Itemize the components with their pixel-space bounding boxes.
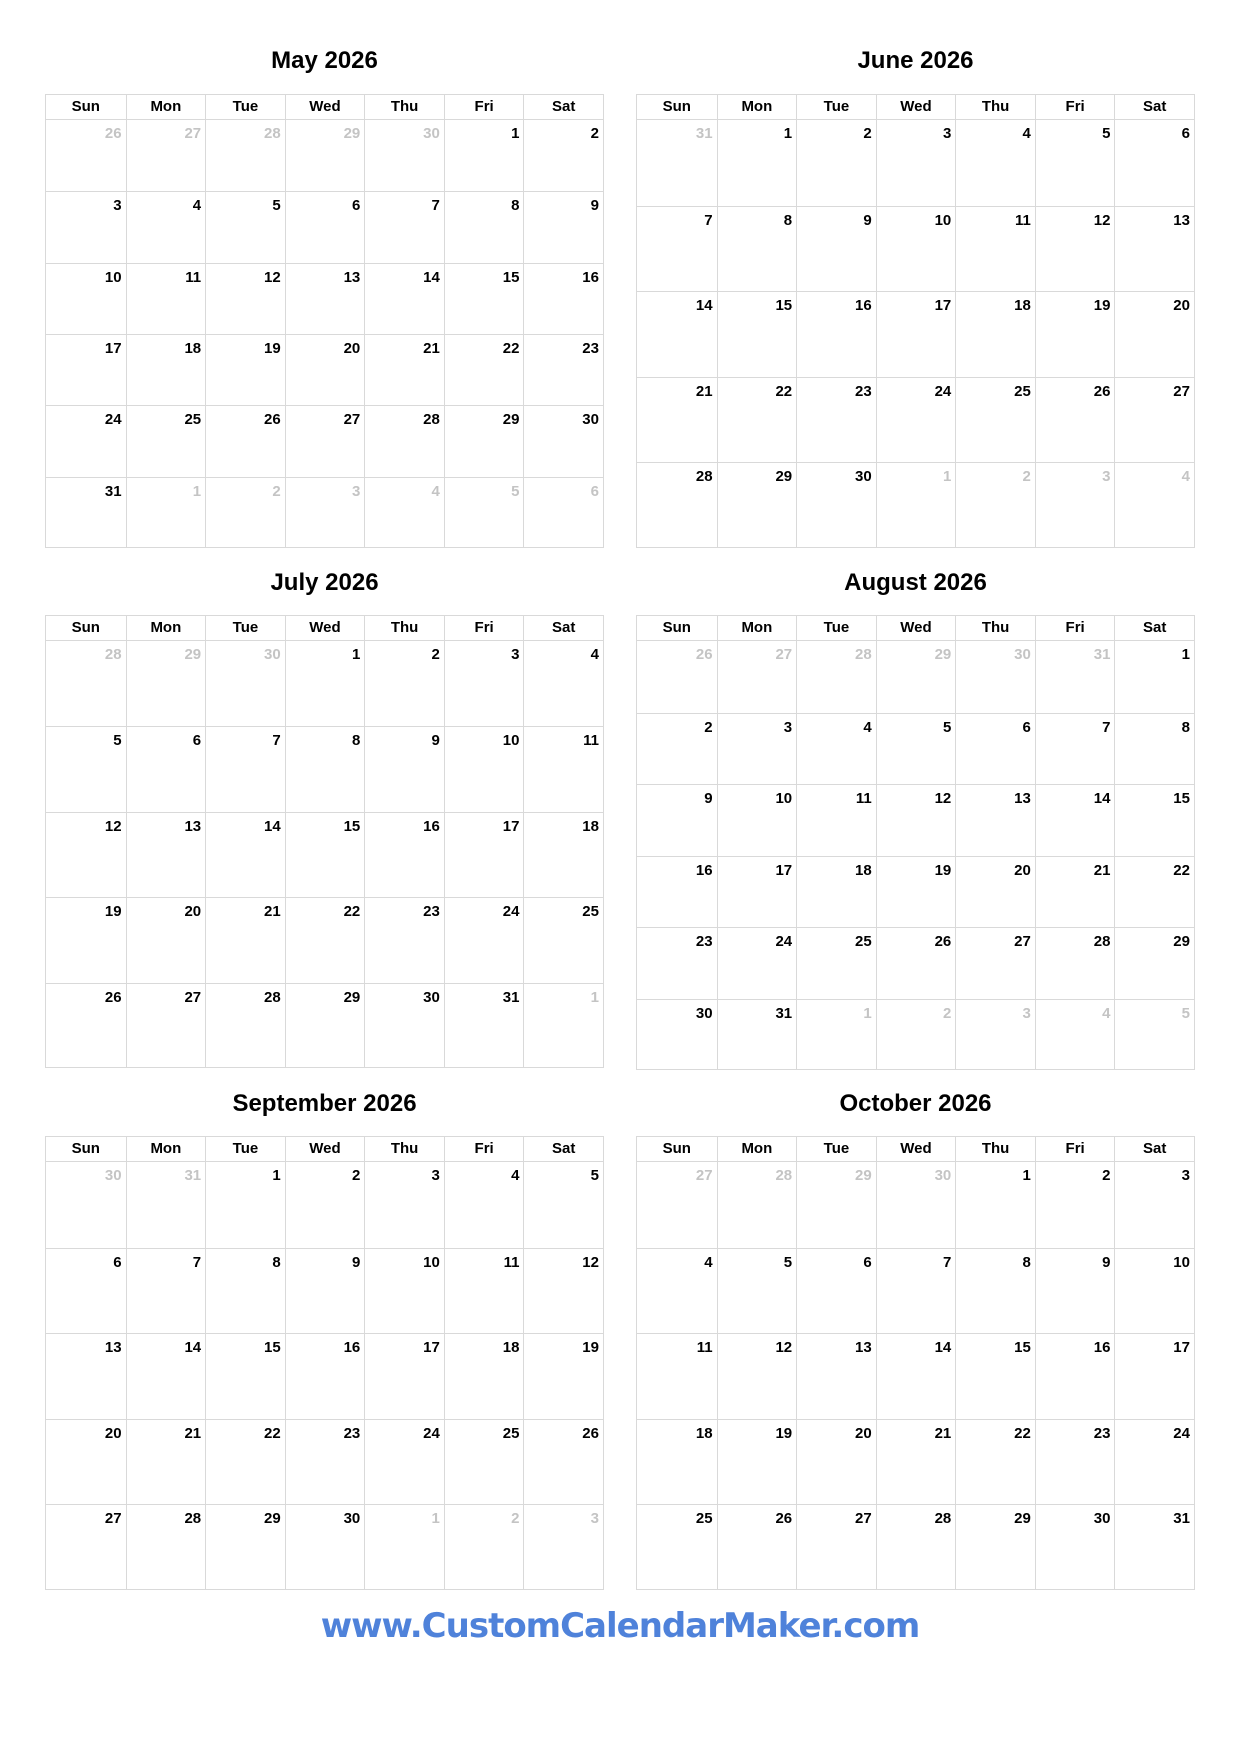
day-cell: 22 bbox=[205, 1419, 285, 1505]
weekday-header: Sat bbox=[1114, 1137, 1194, 1161]
day-cell: 20 bbox=[796, 1419, 876, 1505]
day-cell: 30 bbox=[364, 983, 444, 1068]
day-cell: 25 bbox=[955, 377, 1035, 463]
day-cell: 23 bbox=[285, 1419, 365, 1505]
weekday-header: Wed bbox=[285, 95, 365, 119]
day-cell: 2 bbox=[637, 713, 717, 785]
weekday-header: Wed bbox=[876, 95, 956, 119]
day-cell: 13 bbox=[796, 1333, 876, 1419]
day-cell: 29 bbox=[285, 983, 365, 1068]
month-grid bbox=[45, 94, 604, 548]
day-cell: 1 bbox=[1114, 641, 1194, 713]
month-grid bbox=[45, 615, 604, 1068]
day-cell-other-month: 2 bbox=[876, 999, 956, 1071]
day-cell: 16 bbox=[796, 291, 876, 377]
day-cell: 1 bbox=[717, 120, 797, 206]
weekday-header: Sat bbox=[523, 95, 603, 119]
day-cell-other-month: 3 bbox=[955, 999, 1035, 1071]
month-grid bbox=[636, 1136, 1195, 1590]
day-cell: 12 bbox=[876, 784, 956, 856]
day-cell-other-month: 30 bbox=[205, 641, 285, 726]
day-cell: 25 bbox=[126, 405, 206, 476]
day-cell: 19 bbox=[717, 1419, 797, 1505]
day-cell-other-month: 31 bbox=[695, 125, 713, 142]
day-cell: 30 bbox=[1035, 1504, 1115, 1590]
day-cell-other-month: 29 bbox=[876, 641, 956, 713]
day-cell: 2 bbox=[1035, 1162, 1115, 1248]
day-cell: 25 bbox=[444, 1419, 524, 1505]
day-cell: 5 bbox=[523, 1162, 603, 1248]
day-cell: 23 bbox=[523, 334, 603, 405]
day-cell: 2 bbox=[364, 641, 444, 726]
day-cell: 24 bbox=[46, 405, 126, 476]
day-grid bbox=[637, 641, 1194, 1070]
day-cell-other-month: 3 bbox=[1035, 462, 1115, 548]
weekday-header: Sun bbox=[71, 1140, 100, 1157]
weekday-header: Sun bbox=[71, 98, 100, 115]
day-cell: 22 bbox=[955, 1419, 1035, 1505]
day-cell: 19 bbox=[1035, 291, 1115, 377]
day-cell: 14 bbox=[205, 812, 285, 897]
day-cell: 13 bbox=[955, 784, 1035, 856]
day-cell: 24 bbox=[876, 377, 956, 463]
day-cell: 29 bbox=[444, 405, 524, 476]
day-cell: 28 bbox=[205, 983, 285, 1068]
day-cell-other-month: 2 bbox=[955, 462, 1035, 548]
day-cell: 12 bbox=[1035, 206, 1115, 292]
day-cell: 9 bbox=[637, 784, 717, 856]
weekday-header: Mon bbox=[717, 1137, 797, 1161]
day-cell: 26 bbox=[1035, 377, 1115, 463]
month-title: August 2026 bbox=[844, 569, 987, 596]
weekday-header: Sun bbox=[662, 619, 691, 636]
day-cell: 20 bbox=[285, 334, 365, 405]
day-cell: 10 bbox=[444, 726, 524, 811]
weekday-header: Sat bbox=[523, 616, 603, 640]
day-cell: 10 bbox=[876, 206, 956, 292]
day-cell: 14 bbox=[1035, 784, 1115, 856]
day-cell: 30 bbox=[637, 999, 717, 1071]
day-cell: 24 bbox=[364, 1419, 444, 1505]
day-cell: 17 bbox=[46, 334, 126, 405]
day-cell-other-month: 3 bbox=[523, 1504, 603, 1590]
weekday-header: Fri bbox=[1035, 95, 1115, 119]
day-cell: 24 bbox=[717, 927, 797, 999]
day-cell-other-month: 2 bbox=[444, 1504, 524, 1590]
day-cell: 13 bbox=[126, 812, 206, 897]
day-cell: 15 bbox=[285, 812, 365, 897]
weekday-header: Mon bbox=[126, 616, 206, 640]
day-cell-other-month: 2 bbox=[205, 477, 285, 548]
weekday-header: Wed bbox=[285, 1137, 365, 1161]
day-cell: 12 bbox=[205, 263, 285, 334]
day-cell: 27 bbox=[796, 1504, 876, 1590]
day-cell-other-month: 4 bbox=[364, 477, 444, 548]
day-cell: 15 bbox=[955, 1333, 1035, 1419]
website-link[interactable]: www.CustomCalendarMaker.com bbox=[320, 1606, 920, 1646]
day-cell: 7 bbox=[637, 206, 717, 292]
day-cell-other-month: 27 bbox=[695, 1167, 713, 1184]
day-cell: 3 bbox=[444, 641, 524, 726]
day-cell: 20 bbox=[46, 1419, 126, 1505]
day-cell-other-month: 28 bbox=[104, 646, 122, 663]
day-cell: 16 bbox=[1035, 1333, 1115, 1419]
day-cell: 4 bbox=[523, 641, 603, 726]
day-cell: 9 bbox=[1035, 1248, 1115, 1334]
weekday-header: Sat bbox=[1114, 95, 1194, 119]
day-cell: 16 bbox=[364, 812, 444, 897]
weekday-header-row bbox=[637, 616, 1194, 641]
day-cell: 6 bbox=[1114, 120, 1194, 206]
day-cell-other-month: 28 bbox=[717, 1162, 797, 1248]
day-cell: 27 bbox=[955, 927, 1035, 999]
day-cell: 22 bbox=[1114, 856, 1194, 928]
day-cell-other-month: 29 bbox=[126, 641, 206, 726]
weekday-header: Wed bbox=[876, 616, 956, 640]
weekday-header: Sun bbox=[662, 98, 691, 115]
day-cell: 2 bbox=[796, 120, 876, 206]
day-cell: 20 bbox=[126, 897, 206, 982]
weekday-header: Sun bbox=[662, 1140, 691, 1157]
day-cell: 8 bbox=[1114, 713, 1194, 785]
day-cell-other-month: 1 bbox=[876, 462, 956, 548]
month-title: September 2026 bbox=[232, 1090, 417, 1117]
day-cell: 20 bbox=[955, 856, 1035, 928]
day-cell: 19 bbox=[523, 1333, 603, 1419]
day-cell: 29 bbox=[205, 1504, 285, 1590]
day-cell: 30 bbox=[796, 462, 876, 548]
day-cell: 11 bbox=[955, 206, 1035, 292]
weekday-header: Fri bbox=[444, 95, 524, 119]
day-cell: 4 bbox=[955, 120, 1035, 206]
weekday-header: Wed bbox=[876, 1137, 956, 1161]
day-cell: 9 bbox=[364, 726, 444, 811]
day-cell-other-month: 26 bbox=[695, 646, 713, 663]
day-cell-other-month: 28 bbox=[205, 120, 285, 191]
day-cell: 24 bbox=[444, 897, 524, 982]
day-cell: 14 bbox=[126, 1333, 206, 1419]
day-cell: 14 bbox=[637, 291, 717, 377]
day-cell: 20 bbox=[1114, 291, 1194, 377]
day-cell: 19 bbox=[205, 334, 285, 405]
day-cell: 3 bbox=[717, 713, 797, 785]
day-cell: 10 bbox=[1114, 1248, 1194, 1334]
weekday-header: Thu bbox=[364, 616, 444, 640]
day-cell: 25 bbox=[637, 1504, 717, 1590]
weekday-header: Thu bbox=[955, 95, 1035, 119]
day-cell: 7 bbox=[126, 1248, 206, 1334]
day-cell: 21 bbox=[126, 1419, 206, 1505]
day-cell: 28 bbox=[1035, 927, 1115, 999]
day-cell: 12 bbox=[717, 1333, 797, 1419]
weekday-header: Tue bbox=[796, 1137, 876, 1161]
month-title: May 2026 bbox=[271, 47, 378, 74]
day-cell: 21 bbox=[1035, 856, 1115, 928]
day-cell: 4 bbox=[637, 1248, 717, 1334]
day-cell: 11 bbox=[796, 784, 876, 856]
weekday-header: Mon bbox=[717, 95, 797, 119]
day-cell: 10 bbox=[364, 1248, 444, 1334]
day-cell: 4 bbox=[444, 1162, 524, 1248]
weekday-header: Mon bbox=[126, 1137, 206, 1161]
day-grid bbox=[46, 120, 603, 548]
day-cell: 28 bbox=[126, 1504, 206, 1590]
day-cell: 21 bbox=[205, 897, 285, 982]
day-cell: 1 bbox=[444, 120, 524, 191]
day-cell: 19 bbox=[876, 856, 956, 928]
day-cell-other-month: 27 bbox=[126, 120, 206, 191]
day-cell: 23 bbox=[637, 927, 717, 999]
weekday-header-row bbox=[637, 1137, 1194, 1162]
day-cell: 26 bbox=[205, 405, 285, 476]
day-cell: 18 bbox=[796, 856, 876, 928]
weekday-header: Tue bbox=[205, 1137, 285, 1161]
day-cell: 27 bbox=[46, 1504, 126, 1590]
day-cell-other-month: 28 bbox=[796, 641, 876, 713]
day-cell: 8 bbox=[717, 206, 797, 292]
day-cell: 26 bbox=[717, 1504, 797, 1590]
day-cell: 21 bbox=[876, 1419, 956, 1505]
weekday-header-row bbox=[46, 95, 603, 120]
day-cell: 2 bbox=[285, 1162, 365, 1248]
day-cell-other-month: 27 bbox=[717, 641, 797, 713]
day-cell: 8 bbox=[205, 1248, 285, 1334]
day-cell: 22 bbox=[717, 377, 797, 463]
day-cell: 18 bbox=[955, 291, 1035, 377]
day-cell: 6 bbox=[285, 191, 365, 262]
day-cell: 17 bbox=[444, 812, 524, 897]
day-cell: 15 bbox=[717, 291, 797, 377]
day-cell: 12 bbox=[46, 812, 126, 897]
day-cell: 7 bbox=[1035, 713, 1115, 785]
weekday-header: Wed bbox=[285, 616, 365, 640]
weekday-header: Fri bbox=[444, 616, 524, 640]
day-cell-other-month: 1 bbox=[364, 1504, 444, 1590]
day-cell-other-month: 30 bbox=[876, 1162, 956, 1248]
day-cell: 10 bbox=[717, 784, 797, 856]
day-cell: 25 bbox=[523, 897, 603, 982]
day-cell: 29 bbox=[955, 1504, 1035, 1590]
day-cell: 9 bbox=[523, 191, 603, 262]
day-cell-other-month: 6 bbox=[523, 477, 603, 548]
day-cell: 18 bbox=[523, 812, 603, 897]
day-cell: 7 bbox=[876, 1248, 956, 1334]
day-cell: 11 bbox=[523, 726, 603, 811]
day-cell: 26 bbox=[46, 983, 126, 1068]
day-cell: 15 bbox=[205, 1333, 285, 1419]
day-cell-other-month: 26 bbox=[104, 125, 122, 142]
day-cell: 27 bbox=[126, 983, 206, 1068]
day-cell: 7 bbox=[205, 726, 285, 811]
day-cell: 29 bbox=[1114, 927, 1194, 999]
day-cell: 16 bbox=[523, 263, 603, 334]
day-cell: 11 bbox=[444, 1248, 524, 1334]
day-cell: 6 bbox=[46, 1248, 126, 1334]
day-cell: 17 bbox=[717, 856, 797, 928]
day-cell: 17 bbox=[364, 1333, 444, 1419]
day-cell-other-month: 1 bbox=[796, 999, 876, 1071]
day-cell: 18 bbox=[444, 1333, 524, 1419]
day-cell: 21 bbox=[364, 334, 444, 405]
day-cell-other-month: 30 bbox=[364, 120, 444, 191]
weekday-header: Thu bbox=[364, 95, 444, 119]
day-cell: 18 bbox=[126, 334, 206, 405]
weekday-header: Sat bbox=[1114, 616, 1194, 640]
day-cell-other-month: 5 bbox=[444, 477, 524, 548]
day-cell: 13 bbox=[1114, 206, 1194, 292]
weekday-header: Fri bbox=[1035, 616, 1115, 640]
day-cell: 1 bbox=[205, 1162, 285, 1248]
day-cell: 26 bbox=[523, 1419, 603, 1505]
day-cell: 6 bbox=[955, 713, 1035, 785]
day-cell: 9 bbox=[285, 1248, 365, 1334]
day-cell: 4 bbox=[126, 191, 206, 262]
month-grid bbox=[45, 1136, 604, 1590]
day-cell: 14 bbox=[876, 1333, 956, 1419]
day-cell-other-month: 29 bbox=[796, 1162, 876, 1248]
day-cell: 3 bbox=[46, 191, 126, 262]
day-cell: 17 bbox=[1114, 1333, 1194, 1419]
weekday-header: Thu bbox=[955, 1137, 1035, 1161]
day-cell: 3 bbox=[1114, 1162, 1194, 1248]
day-cell: 8 bbox=[444, 191, 524, 262]
day-cell: 23 bbox=[796, 377, 876, 463]
day-cell-other-month: 4 bbox=[1114, 462, 1194, 548]
day-cell: 12 bbox=[523, 1248, 603, 1334]
day-cell: 26 bbox=[876, 927, 956, 999]
day-grid bbox=[46, 641, 603, 1068]
weekday-header: Tue bbox=[796, 95, 876, 119]
weekday-header: Tue bbox=[796, 616, 876, 640]
day-cell: 31 bbox=[444, 983, 524, 1068]
day-cell: 7 bbox=[364, 191, 444, 262]
day-cell: 6 bbox=[126, 726, 206, 811]
day-cell-other-month: 31 bbox=[1035, 641, 1115, 713]
weekday-header: Thu bbox=[955, 616, 1035, 640]
day-cell: 5 bbox=[717, 1248, 797, 1334]
month-grid bbox=[636, 615, 1195, 1070]
day-cell: 5 bbox=[876, 713, 956, 785]
day-cell: 10 bbox=[46, 263, 126, 334]
day-cell: 5 bbox=[205, 191, 285, 262]
day-cell: 8 bbox=[285, 726, 365, 811]
day-cell: 31 bbox=[1114, 1504, 1194, 1590]
day-cell: 30 bbox=[285, 1504, 365, 1590]
day-cell-other-month: 4 bbox=[1035, 999, 1115, 1071]
day-cell: 18 bbox=[637, 1419, 717, 1505]
day-cell: 29 bbox=[717, 462, 797, 548]
day-cell-other-month: 30 bbox=[104, 1167, 122, 1184]
day-cell: 15 bbox=[444, 263, 524, 334]
weekday-header: Sat bbox=[523, 1137, 603, 1161]
day-cell-other-month: 3 bbox=[285, 477, 365, 548]
month-title: October 2026 bbox=[839, 1090, 992, 1117]
day-cell: 30 bbox=[523, 405, 603, 476]
day-cell: 1 bbox=[955, 1162, 1035, 1248]
day-grid bbox=[46, 1162, 603, 1590]
weekday-header-row bbox=[46, 1137, 603, 1162]
day-cell: 1 bbox=[285, 641, 365, 726]
day-cell: 19 bbox=[46, 897, 126, 982]
weekday-header: Thu bbox=[364, 1137, 444, 1161]
day-cell: 28 bbox=[876, 1504, 956, 1590]
day-cell-other-month: 5 bbox=[1114, 999, 1194, 1071]
day-cell: 11 bbox=[126, 263, 206, 334]
month-title: June 2026 bbox=[857, 47, 974, 74]
weekday-header: Sun bbox=[71, 619, 100, 636]
day-cell: 24 bbox=[1114, 1419, 1194, 1505]
day-cell: 27 bbox=[285, 405, 365, 476]
day-cell: 2 bbox=[523, 120, 603, 191]
day-cell: 23 bbox=[1035, 1419, 1115, 1505]
day-cell: 25 bbox=[796, 927, 876, 999]
day-cell: 5 bbox=[46, 726, 126, 811]
weekday-header: Fri bbox=[444, 1137, 524, 1161]
weekday-header-row bbox=[637, 95, 1194, 120]
day-cell: 9 bbox=[796, 206, 876, 292]
day-grid bbox=[637, 1162, 1194, 1590]
day-cell: 3 bbox=[876, 120, 956, 206]
day-grid bbox=[637, 120, 1194, 548]
month-title: July 2026 bbox=[270, 569, 379, 596]
day-cell: 13 bbox=[285, 263, 365, 334]
day-cell-other-month: 1 bbox=[126, 477, 206, 548]
day-cell: 14 bbox=[364, 263, 444, 334]
weekday-header: Mon bbox=[126, 95, 206, 119]
day-cell: 22 bbox=[444, 334, 524, 405]
day-cell: 23 bbox=[364, 897, 444, 982]
day-cell: 11 bbox=[637, 1333, 717, 1419]
day-cell: 28 bbox=[637, 462, 717, 548]
day-cell: 4 bbox=[796, 713, 876, 785]
day-cell: 16 bbox=[285, 1333, 365, 1419]
weekday-header-row bbox=[46, 616, 603, 641]
day-cell: 6 bbox=[796, 1248, 876, 1334]
day-cell: 31 bbox=[717, 999, 797, 1071]
day-cell-other-month: 29 bbox=[285, 120, 365, 191]
weekday-header: Mon bbox=[717, 616, 797, 640]
weekday-header: Tue bbox=[205, 616, 285, 640]
day-cell: 31 bbox=[46, 477, 126, 548]
day-cell: 22 bbox=[285, 897, 365, 982]
day-cell: 28 bbox=[364, 405, 444, 476]
day-cell: 3 bbox=[364, 1162, 444, 1248]
day-cell: 17 bbox=[876, 291, 956, 377]
month-grid bbox=[636, 94, 1195, 548]
weekday-header: Tue bbox=[205, 95, 285, 119]
day-cell-other-month: 30 bbox=[955, 641, 1035, 713]
day-cell: 5 bbox=[1035, 120, 1115, 206]
day-cell: 13 bbox=[46, 1333, 126, 1419]
day-cell: 21 bbox=[637, 377, 717, 463]
day-cell-other-month: 31 bbox=[126, 1162, 206, 1248]
day-cell: 16 bbox=[637, 856, 717, 928]
day-cell: 15 bbox=[1114, 784, 1194, 856]
day-cell-other-month: 1 bbox=[523, 983, 603, 1068]
day-cell: 27 bbox=[1114, 377, 1194, 463]
day-cell: 8 bbox=[955, 1248, 1035, 1334]
weekday-header: Fri bbox=[1035, 1137, 1115, 1161]
